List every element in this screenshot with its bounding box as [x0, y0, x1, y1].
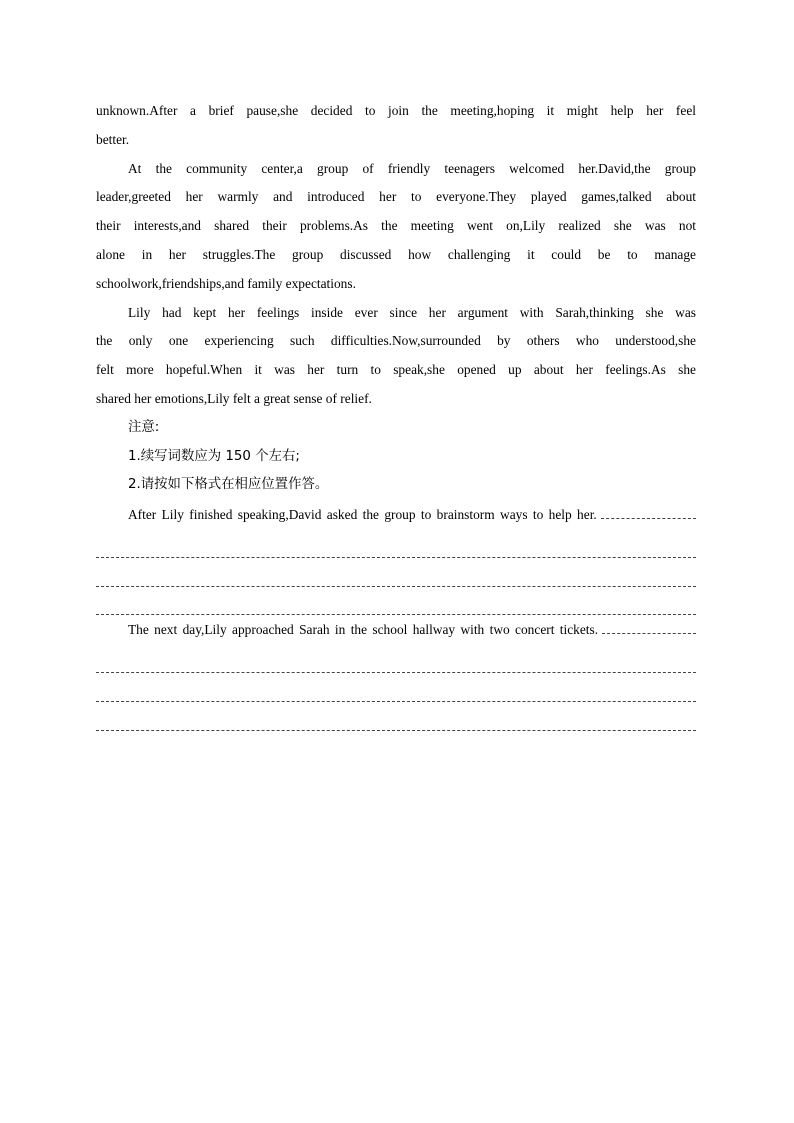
text-line: the only one experiencing such difficulties.Now,surrounded by others who understood,she [96, 333, 696, 349]
answer-section-1 [96, 500, 696, 615]
text-line: leader,greeted her warmly and introduced her to everyone.They played games,talked about [96, 189, 696, 205]
text-line: their interests,and shared their problems.As the meeting went on,Lily realized she was not [96, 218, 696, 234]
continuation-prompt [96, 500, 696, 529]
story-paragraph-2 [96, 155, 696, 299]
text-line: alone in her struggles.The group discussed how challenging it could be to manage [96, 246, 696, 262]
answer-line[interactable] [601, 500, 696, 519]
answer-line[interactable] [96, 673, 696, 702]
answer-line[interactable] [96, 702, 696, 731]
answer-line[interactable] [602, 615, 696, 634]
text-line: Lily had kept her feelings inside ever since her argument with Sarah,thinking she was [128, 304, 696, 320]
text-line: At the community center,a group of friendly teenagers welcomed her.David,the group [128, 160, 696, 176]
notes-section [96, 414, 696, 500]
story-paragraph-3 [96, 299, 696, 414]
text-line: felt more hopeful.When it was her turn to speak,she opened up about her feelings.As she [96, 362, 696, 378]
prompt-text: The next day,Lily approached Sarah in the school hallway with two concert tickets. [128, 622, 599, 638]
note-item: 1.续写词数应为 150 个左右; [128, 448, 300, 464]
text-line: unknown.After a brief pause,she decided to join the meeting,hoping it might help her feel [96, 103, 696, 118]
story-paragraph-1 [96, 97, 696, 155]
prompt-text: After Lily finished speaking,David asked the group to brainstorm ways to help her. [128, 507, 597, 523]
note-item: 2.请按如下格式在相应位置作答。 [128, 477, 329, 493]
document-page [96, 97, 696, 731]
continuation-prompt [96, 615, 696, 644]
text-line: shared her emotions,Lily felt a great sense of relief. [96, 390, 372, 406]
answer-line[interactable] [96, 644, 696, 673]
notes-heading: 注意: [128, 419, 160, 435]
text-line: better. [96, 131, 130, 147]
answer-line[interactable] [96, 587, 696, 616]
text-line: schoolwork,friendships,and family expectations. [96, 275, 356, 291]
answer-line[interactable] [96, 558, 696, 587]
answer-section-2 [96, 615, 696, 730]
answer-line[interactable] [96, 529, 696, 558]
